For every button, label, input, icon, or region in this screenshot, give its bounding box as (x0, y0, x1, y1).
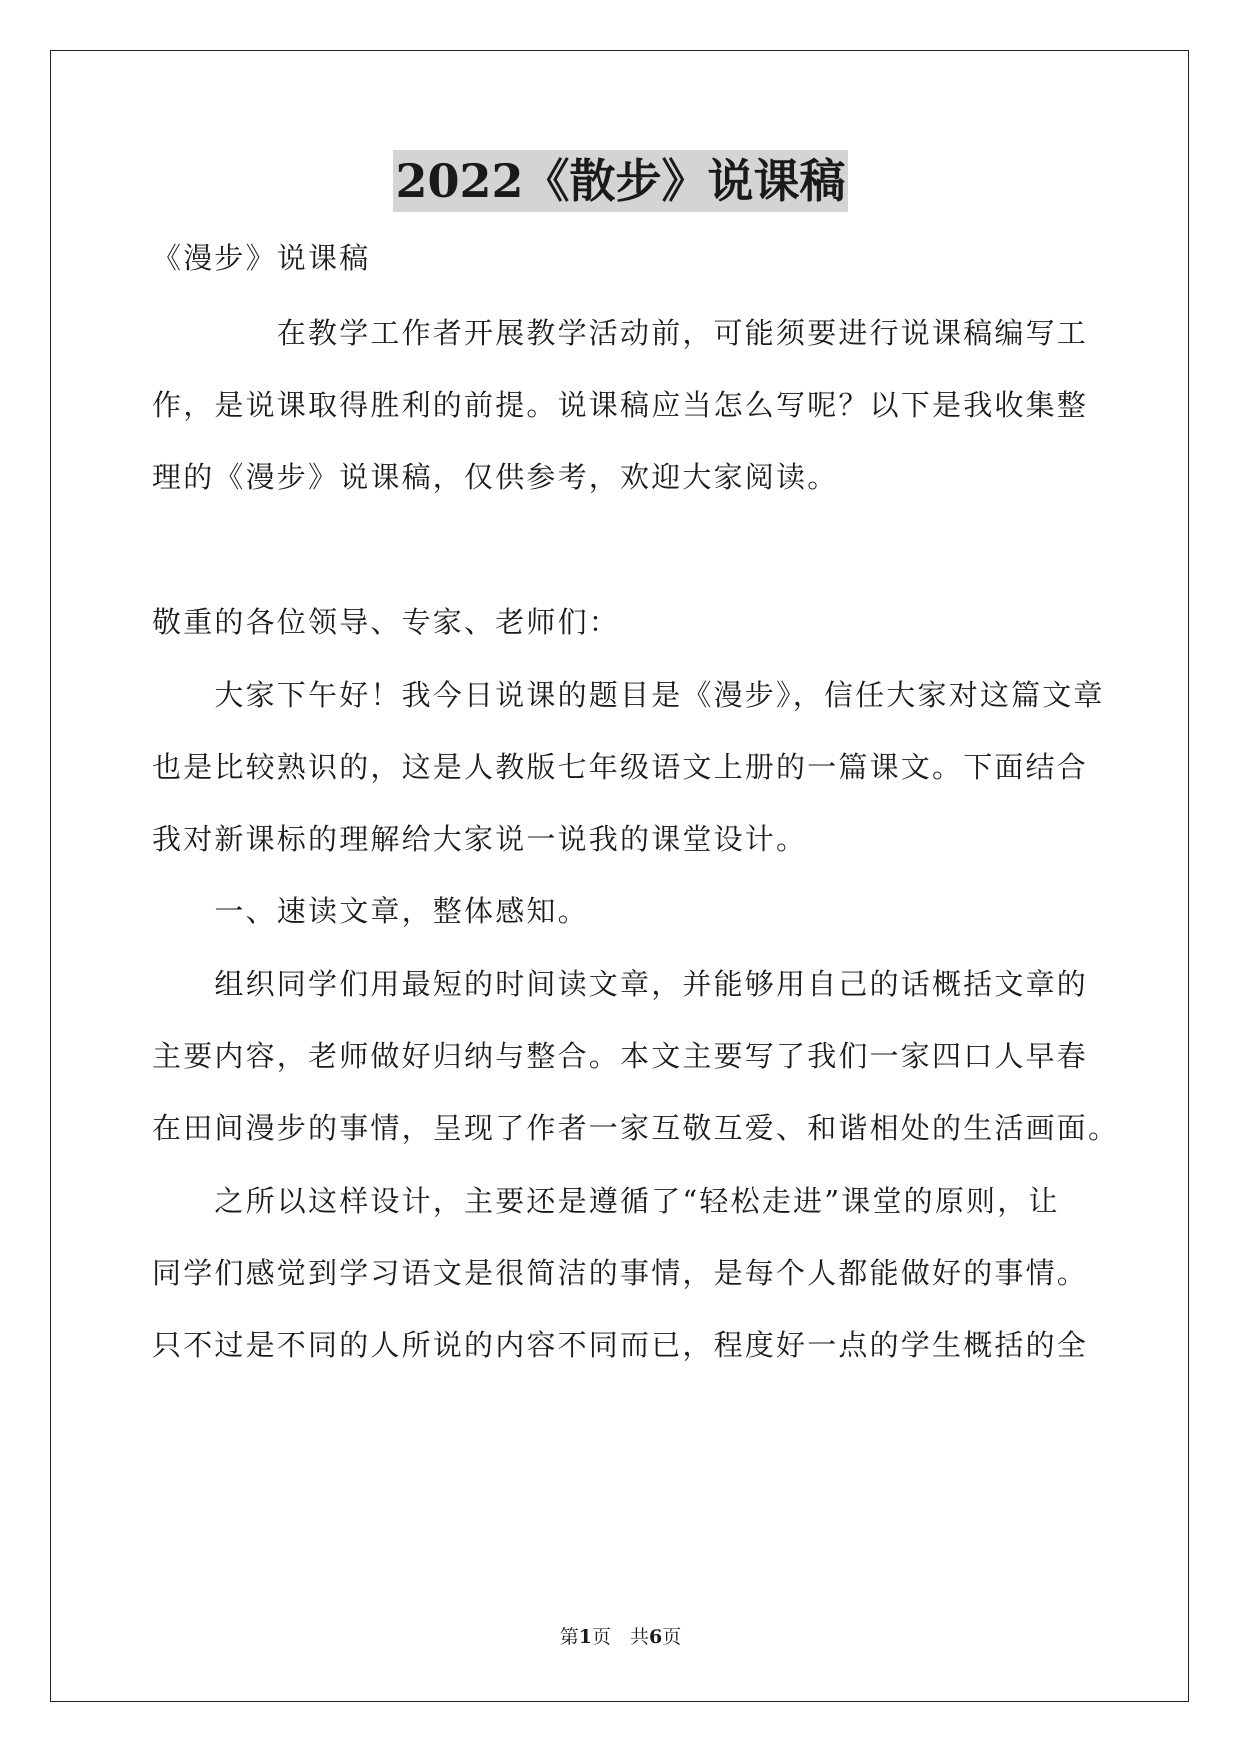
page-current: 1 (578, 1626, 592, 1648)
page-total: 6 (649, 1626, 663, 1648)
section-heading: 一、速读文章，整体感知。 (152, 894, 589, 928)
page-prefix: 第 (559, 1626, 579, 1648)
page-footer (0, 1625, 1241, 1649)
paragraph-line: 也是比较熟识的，这是人教版七年级语文上册的一篇课文。下面结合 (152, 750, 1089, 784)
document-subtitle: 《漫步》说课稿 (152, 241, 371, 275)
paragraph-line: 在田间漫步的事情，呈现了作者一家互敬互爱、和谐相处的生活画面。 (152, 1111, 1120, 1145)
paragraph-line: 大家下午好！我今日说课的题目是《漫步》，信任大家对这篇文章 (152, 678, 1105, 712)
page-suffix: 页 共 (591, 1626, 649, 1648)
salutation-line: 敬重的各位领导、专家、老师们： (152, 605, 621, 639)
paragraph-line: 我对新课标的理解给大家说一说我的课堂设计。 (152, 822, 808, 856)
paragraph-line: 只不过是不同的人所说的内容不同而已，程度好一点的学生概括的全 (152, 1328, 1089, 1362)
document-title: 2022《散步》说课稿 (393, 150, 847, 212)
paragraph-line: 在教学工作者开展教学活动前，可能须要进行说课稿编写工 (152, 316, 1089, 350)
paragraph-line: 理的《漫步》说课稿，仅供参考，欢迎大家阅读。 (152, 460, 839, 494)
title-container (0, 150, 1241, 212)
page-border (50, 50, 1189, 1702)
paragraph-line: 组织同学们用最短的时间读文章，并能够用自己的话概括文章的 (152, 967, 1089, 1001)
page-end: 页 (662, 1626, 682, 1648)
paragraph-line: 主要内容，老师做好归纳与整合。本文主要写了我们一家四口人早春 (152, 1039, 1089, 1073)
paragraph-line: 之所以这样设计，主要还是遵循了“轻松走进”课堂的原则，让 (152, 1184, 1060, 1218)
paragraph-line: 同学们感觉到学习语文是很简洁的事情，是每个人都能做好的事情。 (152, 1256, 1089, 1290)
paragraph-line: 作，是说课取得胜利的前提。说课稿应当怎么写呢？以下是我收集整 (152, 388, 1089, 422)
